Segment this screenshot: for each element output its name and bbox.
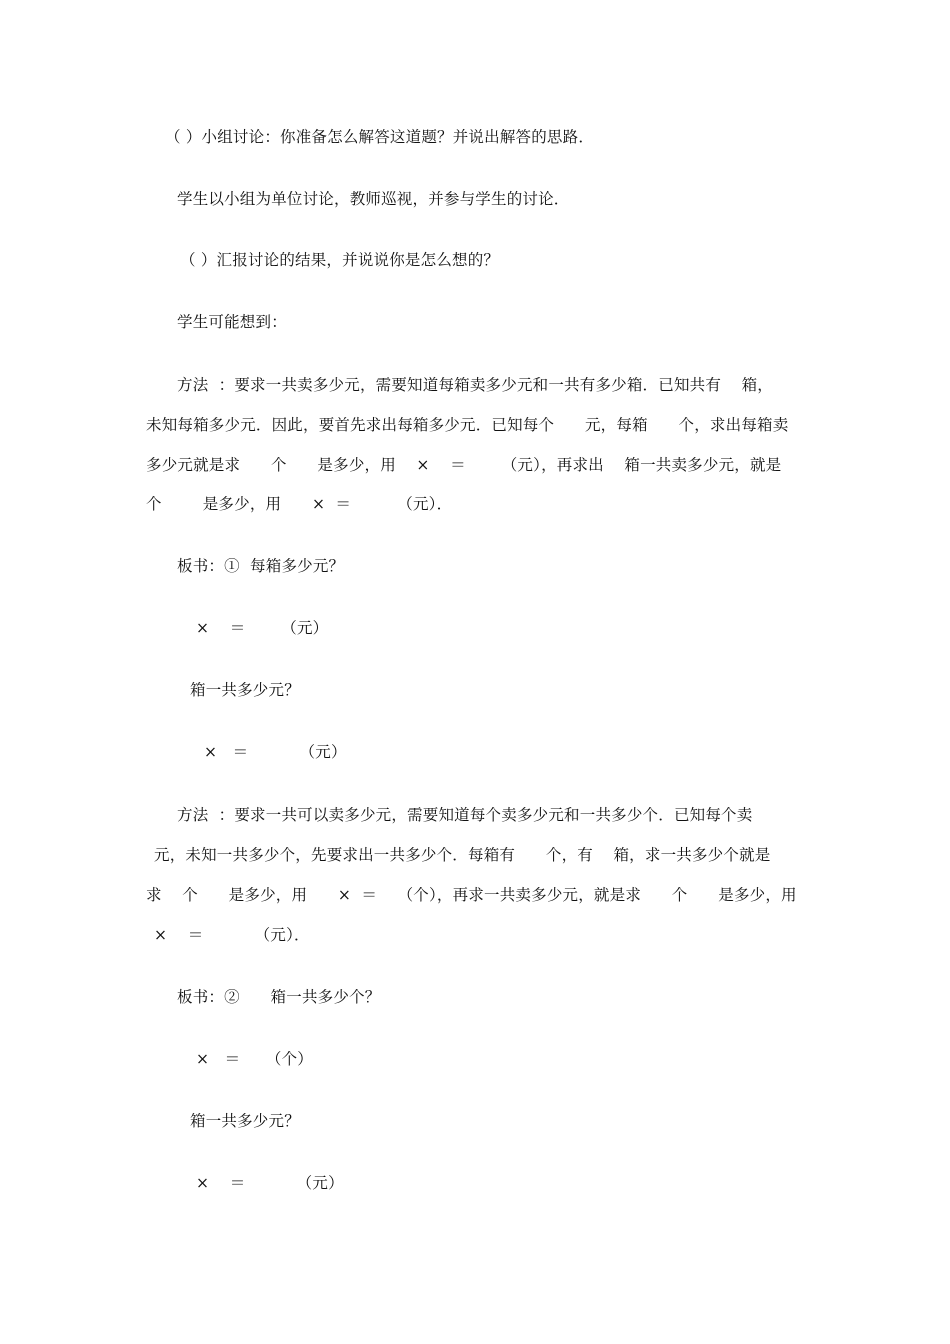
board-one-question-2: 箱一共多少元？ [190,681,300,699]
method-one-line-3: 多少元就是求 个 是多少，用 × ＝ （元），再求出 箱一共卖多少元，就是 [146,456,782,474]
students-may-think: 学生可能想到： [177,313,287,331]
step-report-results: （ ）汇报讨论的结果，并说说你是怎么想的？ [180,251,500,269]
teacher-activity-note: 学生以小组为单位讨论，教师巡视，并参与学生的讨论． [177,190,570,208]
method-one-line-2: 未知每箱多少元．因此，要首先求出每箱多少元．已知每个 元，每箱 个，求出每箱卖 [146,416,789,434]
board-two-heading: 板书：② 箱一共多少个？ [177,988,381,1006]
board-one-heading: 板书：① 每箱多少元？ [177,557,345,575]
method-two-line-3: 求 个 是多少，用 × ＝ （个），再求一共卖多少元，就是求 个 是多少，用 [146,886,797,904]
step-group-discussion: （ ）小组讨论：你准备怎么解答这道题？并说出解答的思路． [165,128,595,146]
method-one-line-1: 方法 ：要求一共卖多少元，需要知道每箱卖多少元和一共有多少箱．已知共有 箱， [177,376,773,394]
method-one-line-4: 个 是多少，用 × ＝ （元）． [146,495,453,513]
method-two-line-1: 方法 ：要求一共可以卖多少元，需要知道每个卖多少元和一共多少个．已知每个卖 [177,806,753,824]
board-two-equation-2: × ＝ （元） [196,1174,344,1192]
method-two-line-4: × ＝ （元）． [154,926,310,944]
board-one-equation-2: × ＝ （元） [204,743,347,761]
board-two-equation-1: × ＝ （个） [196,1050,314,1068]
board-one-equation-1: × ＝ （元） [196,619,329,637]
board-two-question-2: 箱一共多少元？ [190,1112,300,1130]
method-two-line-2: 元，未知一共多少个，先要求出一共多少个．每箱有 个，有 箱，求一共多少个就是 [154,846,771,864]
